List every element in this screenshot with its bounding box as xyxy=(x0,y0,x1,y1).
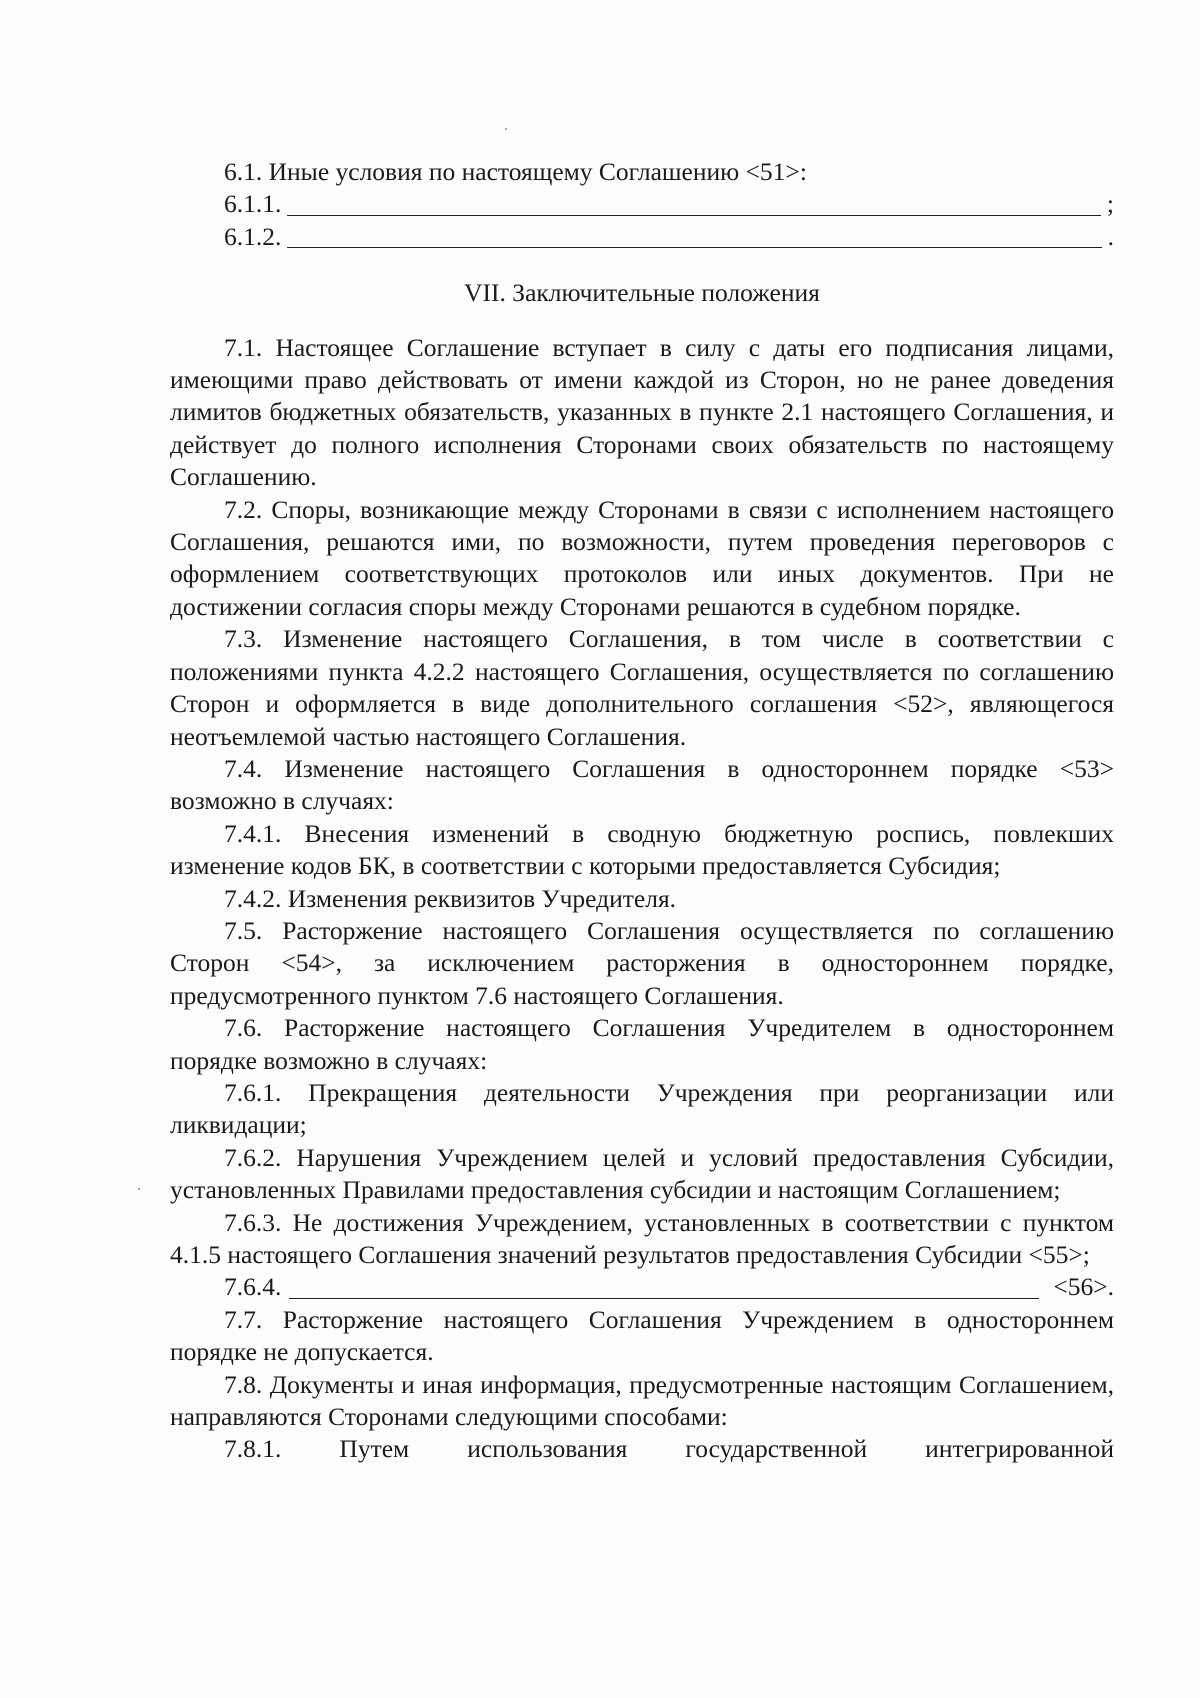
clause-7-6-4 xyxy=(224,1271,1114,1303)
clause-6-1-1 xyxy=(224,188,1114,220)
clause-7-4-1: 7.4.1. Внесения изменений в сводную бюджетную роспись, повлекших изменение кодов БК, в соответствии с которыми предоставляется Субсидия; xyxy=(170,818,1114,881)
clause-7-6: 7.6. Расторжение настоящего Соглашения Учредителем в одностороннем порядке возможно в случаях: xyxy=(170,1013,1114,1075)
clause-7-2: 7.2. Споры, возникающие между Сторонами в связи с исполнением настоящего Соглашения, решаются ими, по возможности, путем проведения переговоров с оформлением соответствующих протоколов или иных документов. При не достижении согласия споры между Сторонами решаются в судебном порядке. xyxy=(170,494,1114,621)
clause-7-5: 7.5. Расторжение настоящего Соглашения осуществляется по соглашению Сторон <54>, за исключением расторжения в одностороннем порядке, предусмотренного пунктом 7.6 настоящего Соглашения. xyxy=(170,915,1114,1010)
scan-speck xyxy=(138,1188,140,1190)
fill-in-blank xyxy=(287,191,1101,216)
scan-speck xyxy=(505,128,507,130)
clause-end: . xyxy=(1107,221,1114,251)
clause-7-4-2: 7.4.2. Изменения реквизитов Учредителя. xyxy=(224,883,677,913)
clause-7-6-1: 7.6.1. Прекращения деятельности Учреждения при реорганизации или ликвидации; xyxy=(170,1077,1114,1140)
clause-7-6-3: 7.6.3. Не достижения Учреждением, установленных в соответствии с пунктом 4.1.5 настоящего Соглашения значений результатов предоставления Субсидии <55>; xyxy=(170,1207,1114,1269)
clause-7-3: 7.3. Изменение настоящего Соглашения, в том числе в соответствии с положениями пункта 4.2.2 настоящего Соглашения, осуществляется по соглашению Сторон и оформляется в виде дополнительного соглашения <52>, являющегося неотъемлемой частью настоящего Соглашения. xyxy=(170,624,1114,751)
clause-7-6-2: 7.6.2. Нарушения Учреждением целей и условий предоставления Субсидии, установленных Правилами предоставления субсидии и настоящим Соглашением; xyxy=(170,1142,1114,1205)
clause-7-8: 7.8. Документы и иная информация, предусмотренные настоящим Соглашением, направляются Сторонами следующими способами: xyxy=(170,1369,1114,1432)
fill-in-blank xyxy=(287,223,1101,248)
clause-end: ; xyxy=(1106,189,1114,219)
clause-7-8-1: 7.8.1. Путем использования государственной интегрированной xyxy=(224,1434,1114,1464)
section-heading: VII. Заключительные положения xyxy=(464,278,820,308)
clause-6-1: 6.1. Иные условия по настоящему Соглашению <51>: xyxy=(224,157,807,186)
clause-6-1-2 xyxy=(224,221,1114,253)
footnote-ref: <56>. xyxy=(1053,1272,1114,1302)
clause-number: 6.1.2. xyxy=(224,221,282,251)
clause-7-7: 7.7. Расторжение настоящего Соглашения Учреждением в одностороннем порядке не допускается. xyxy=(170,1304,1114,1367)
clause-7-4: 7.4. Изменение настоящего Соглашения в одностороннем порядке <53> возможно в случаях: xyxy=(170,753,1114,816)
clause-7-1: 7.1. Настоящее Соглашение вступает в силу с даты его подписания лицами, имеющими право действовать от имени каждой из Сторон, но не ранее доведения лимитов бюджетных обязательств, указанных в пункте 2.1 настоящего Соглашения, и действует до полного исполнения Сторонами своих обязательств по настоящему Соглашению. xyxy=(170,332,1114,492)
clause-number: 7.6.4. xyxy=(224,1272,282,1302)
fill-in-blank xyxy=(289,1274,1039,1299)
document-body xyxy=(170,156,1114,1466)
clause-number: 6.1.1. xyxy=(224,189,282,219)
